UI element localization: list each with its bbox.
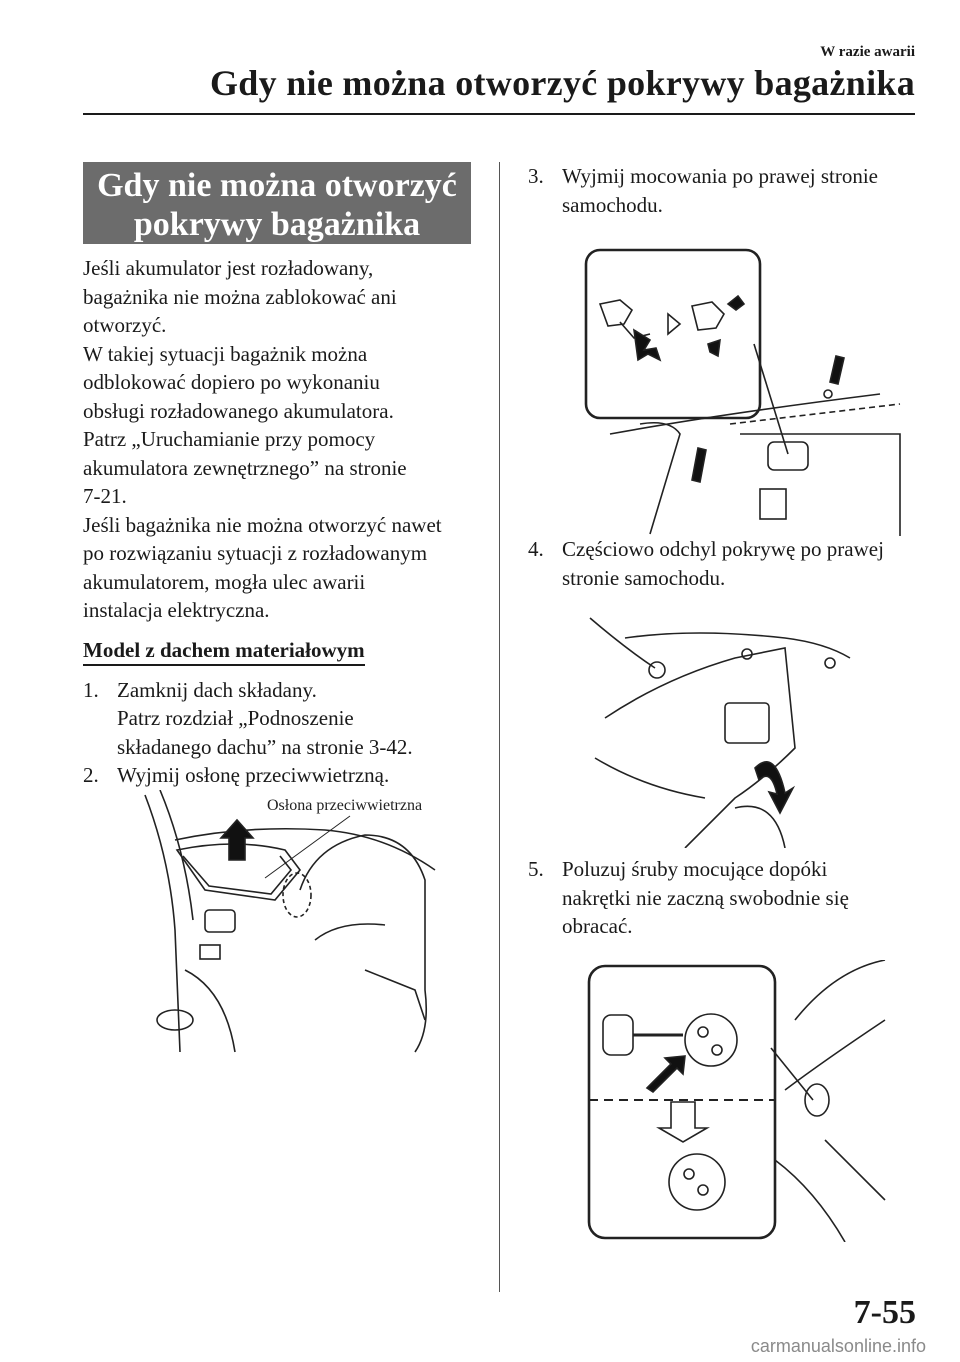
arrow-icon	[708, 340, 720, 356]
section-title-box	[83, 162, 471, 244]
hidden-clip	[283, 873, 311, 917]
watermark: carmanualsonline.info	[750, 1336, 926, 1356]
step-1	[83, 676, 471, 762]
tilt-cover-illustration	[585, 608, 855, 848]
chapter-label: W razie awarii	[820, 44, 915, 60]
bolt-point	[825, 658, 835, 668]
panel-edge	[785, 1020, 885, 1090]
intro-line: Patrz „Uruchamianie przy pomocy	[83, 427, 376, 451]
figure-label: Osłona przeciwwietrzna	[267, 797, 423, 814]
step-line: stronie samochodu.	[562, 565, 726, 590]
seatbelt	[640, 423, 680, 534]
right-column-step4	[528, 535, 918, 592]
step-line: Patrz rozdział „Podnoszenie	[117, 706, 354, 730]
header-rule	[83, 113, 915, 115]
panel-switch	[725, 703, 769, 743]
arrow-icon	[692, 448, 706, 482]
page-title: Gdy nie można otworzyć pokrywy bagażnika	[210, 63, 915, 103]
step-5	[528, 855, 918, 941]
panel-handle	[768, 442, 808, 470]
body-edge	[595, 758, 705, 798]
step-line: Zamknij dach składany.	[117, 677, 317, 702]
step-line: nakrętki nie zaczną swobodnie się	[562, 885, 849, 910]
cover-panel	[605, 648, 795, 848]
screw-hole	[698, 1185, 708, 1195]
fasteners-illustration	[580, 244, 910, 536]
intro-line: Jeśli bagażnika nie można otworzyć nawet	[83, 512, 442, 537]
fastener-point	[805, 1084, 829, 1116]
seatbelt	[365, 970, 425, 1020]
model-subheading: Model z dachem materiałowym	[83, 637, 365, 666]
step-number: 1.	[83, 677, 99, 702]
page-number: 7-55	[853, 1294, 916, 1331]
intro-line: akumulatora zewnętrznego” na stronie	[83, 455, 407, 480]
step-line: Wyjmij mocowania po prawej stronie	[562, 164, 878, 188]
step-4	[528, 535, 918, 592]
arrow-outline-icon	[659, 1102, 707, 1142]
step-number: 4.	[528, 537, 544, 561]
panel-switch	[760, 489, 786, 519]
wind-blocker-inner	[183, 856, 291, 894]
body-edge	[795, 960, 885, 1020]
console-switch	[200, 945, 220, 959]
section-title-line2: pokrywy bagażnika	[133, 206, 421, 243]
step-number: 2.	[83, 763, 99, 787]
step-line: składanego dachu” na stronie 3-42.	[117, 734, 413, 759]
step-line: Częściowo odchyl pokrywę po prawej	[562, 537, 884, 561]
console-vent	[205, 910, 235, 932]
wind-blocker-illustration	[125, 790, 455, 1055]
body-edge	[590, 618, 655, 668]
seatbelt	[775, 1160, 845, 1242]
fastener-nut	[669, 1154, 725, 1210]
step-2	[83, 761, 471, 790]
intro-line: akumulatorem, mogła ulec awarii	[83, 569, 366, 594]
intro-line: bagażnika nie można zablokować ani	[83, 284, 397, 309]
bolt-point	[649, 662, 665, 678]
seat-back	[300, 835, 426, 1052]
screw-hole	[698, 1027, 708, 1037]
deck-edge	[610, 394, 880, 434]
seat-seam	[315, 924, 385, 940]
arrow-outline-icon	[668, 314, 680, 334]
fastener-clip-icon	[692, 302, 724, 330]
panel-edge	[825, 1140, 885, 1200]
step-line: obracać.	[562, 914, 633, 938]
step-line: samochodu.	[562, 192, 663, 217]
intro-line: 7-21.	[83, 484, 127, 508]
fastener-nut	[685, 1014, 737, 1066]
step-3	[528, 162, 918, 219]
column-divider	[499, 162, 500, 1292]
intro-line: instalacja elektryczna.	[83, 598, 270, 622]
fastener-clip-icon	[600, 300, 632, 326]
step-line: Wyjmij osłonę przeciwwietrzną.	[117, 763, 390, 787]
bolt-point	[824, 390, 832, 398]
step-line: Poluzuj śruby mocujące dopóki	[562, 857, 828, 881]
right-column-step5	[528, 855, 918, 941]
deck-edge	[625, 633, 850, 658]
section-title-line1: Gdy nie można otworzyć	[97, 167, 457, 204]
screw-hole	[684, 1169, 694, 1179]
intro-line: otworzyć.	[83, 313, 167, 337]
intro-line: obsługi rozładowanego akumulatora.	[83, 398, 394, 423]
bolt-point	[742, 649, 752, 659]
curved-arrow-icon	[755, 762, 793, 813]
right-column	[528, 162, 918, 219]
screwdriver-icon	[603, 1015, 633, 1055]
console-edge	[185, 970, 235, 1052]
step-number: 5.	[528, 857, 544, 881]
up-arrow-icon	[221, 820, 253, 860]
detail-frame	[586, 250, 760, 418]
cup-holder	[157, 1010, 193, 1030]
body-edge	[160, 790, 193, 920]
intro-line: po rozwiązaniu sytuacji z rozładowanym	[83, 541, 428, 565]
panel-edge	[740, 434, 900, 536]
loosen-screws-illustration	[585, 960, 895, 1242]
intro-line: Jeśli akumulator jest rozładowany,	[83, 256, 374, 280]
intro-line: W takiej sytuacji bagażnik można	[83, 341, 368, 366]
arrow-icon	[647, 1056, 685, 1092]
seatbelt	[735, 806, 785, 848]
step-number: 3.	[528, 164, 544, 188]
arrow-icon	[830, 356, 844, 384]
left-column	[83, 162, 471, 790]
label-leader-line	[265, 816, 350, 878]
intro-line: odblokować dopiero po wykonaniu	[83, 370, 380, 394]
arrow-icon	[728, 296, 744, 310]
screw-hole	[712, 1045, 722, 1055]
intro-text	[83, 254, 471, 625]
